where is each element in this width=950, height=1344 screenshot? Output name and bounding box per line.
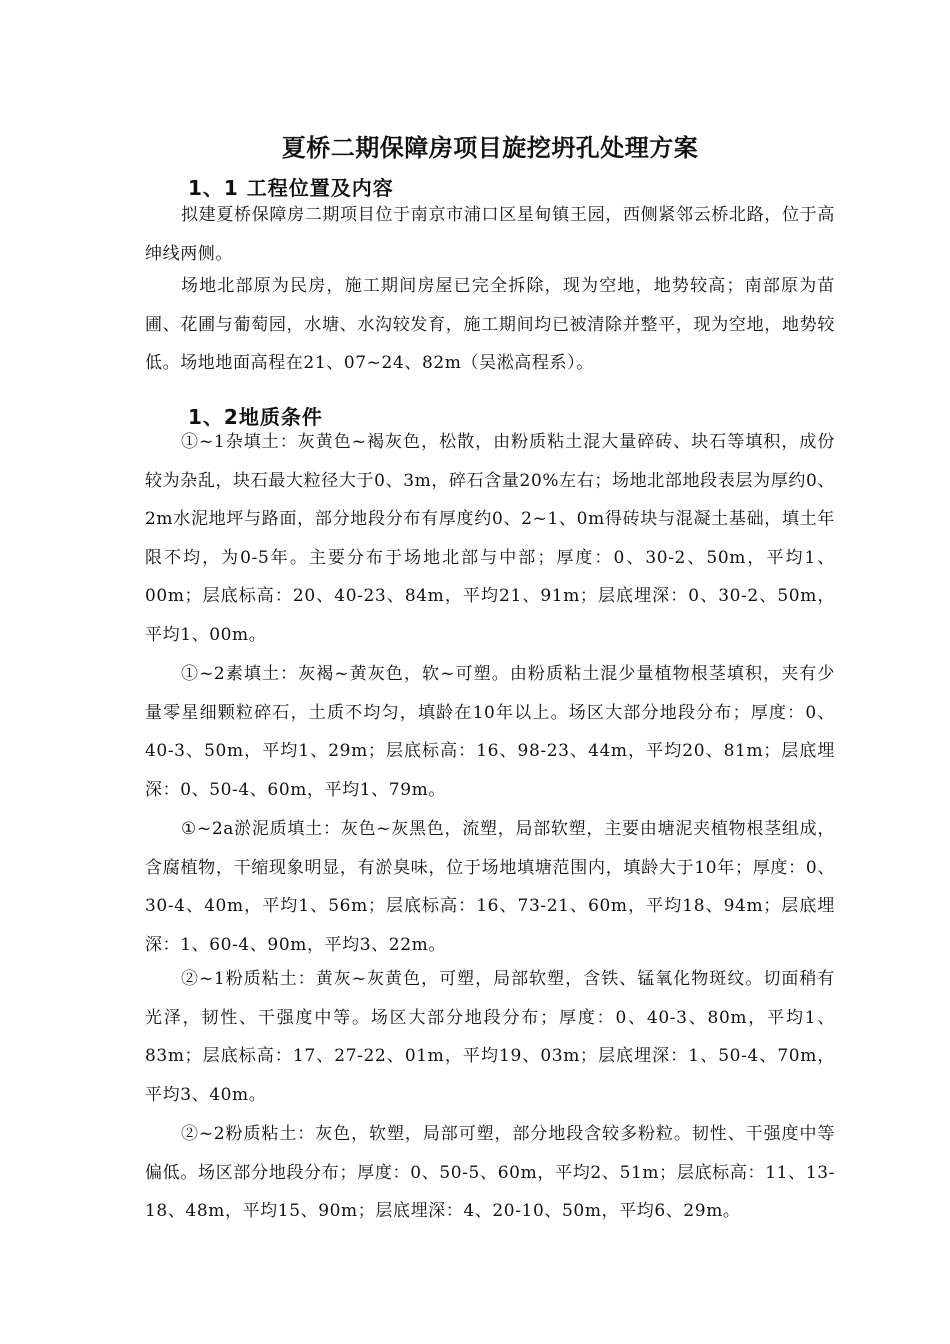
paragraph-site-description: 场地北部原为民房，施工期间房屋已完全拆除，现为空地，地势较高；南部原为苗圃、花圃与葡萄园，水塘、水沟较发育，施工期间均已被清除并整平，现为空地，地势较低。场地地面高程在21、07~24、82m（吴淞高程系）。	[145, 276, 835, 374]
paragraph-location: 拟建夏桥保障房二期项目位于南京市浦口区星甸镇王园，西侧紧邻云桥北路，位于高绅线两侧。	[145, 205, 835, 264]
paragraph-layer-2-2: ②~2粉质粘土：灰色，软塑，局部可塑，部分地段含较多粉粒。韧性、干强度中等偏低。场区部分地段分布；厚度：0、50-5、60m，平均2、51m；层底标高：11、13-18、48m，平均15、90m；层底埋深：4、20-10、50m，平均6、29m。	[145, 1124, 835, 1222]
document-title: 夏桥二期保障房项目旋挖坍孔处理方案	[281, 134, 699, 162]
section-heading-location: 1、1 工程位置及内容	[188, 176, 394, 200]
paragraph-layer-2-1: ②~1粉质粘土：黄灰~灰黄色，可塑，局部软塑，含铁、锰氧化物斑纹。切面稍有光泽，韧性、干强度中等。场区大部分地段分布；厚度：0、40-3、80m，平均1、83m；层底标高：17、27-22、01m，平均19、03m；层底埋深：1、50-4、70m，平均3、40m。	[145, 969, 835, 1105]
paragraph-layer-1-1: ①~1杂填土：灰黄色~褐灰色，松散，由粉质粘土混大量碎砖、块石等填积，成份较为杂乱，块石最大粒径大于0、3m，碎石含量20%左右；场地北部地段表层为厚约0、2m水泥地坪与路面，部分地段分布有厚度约0、2~1、0m得砖块与混凝土基础，填土年限不均，为0-5年。主要分布于场地北部与中部；厚度：0、30-2、50m，平均1、00m；层底标高：20、40-23、84m，平均21、91m；层底埋深：0、30-2、50m，平均1、00m。	[145, 432, 835, 645]
paragraph-layer-1-2: ①~2素填土：灰褐~黄灰色，软~可塑。由粉质粘土混少量植物根茎填积，夹有少量零星细颗粒碎石，土质不均匀，填龄在10年以上。场区大部分地段分布；厚度：0、40-3、50m，平均1、29m；层底标高：16、98-23、44m，平均20、81m；层底埋深：0、50-4、60m，平均1、79m。	[145, 664, 835, 800]
paragraph-layer-1-2a: ①~2a淤泥质填土：灰色~灰黑色，流塑，局部软塑，主要由塘泥夹植物根茎组成，含腐植物，干缩现象明显，有淤臭味，位于场地填塘范围内，填龄大于10年；厚度：0、30-4、40m，平均1、56m；层底标高：16、73-21、60m，平均18、94m；层底埋深：1、60-4、90m，平均3、22m。	[145, 819, 835, 955]
section-heading-geology: 1、2地质条件	[188, 405, 323, 429]
